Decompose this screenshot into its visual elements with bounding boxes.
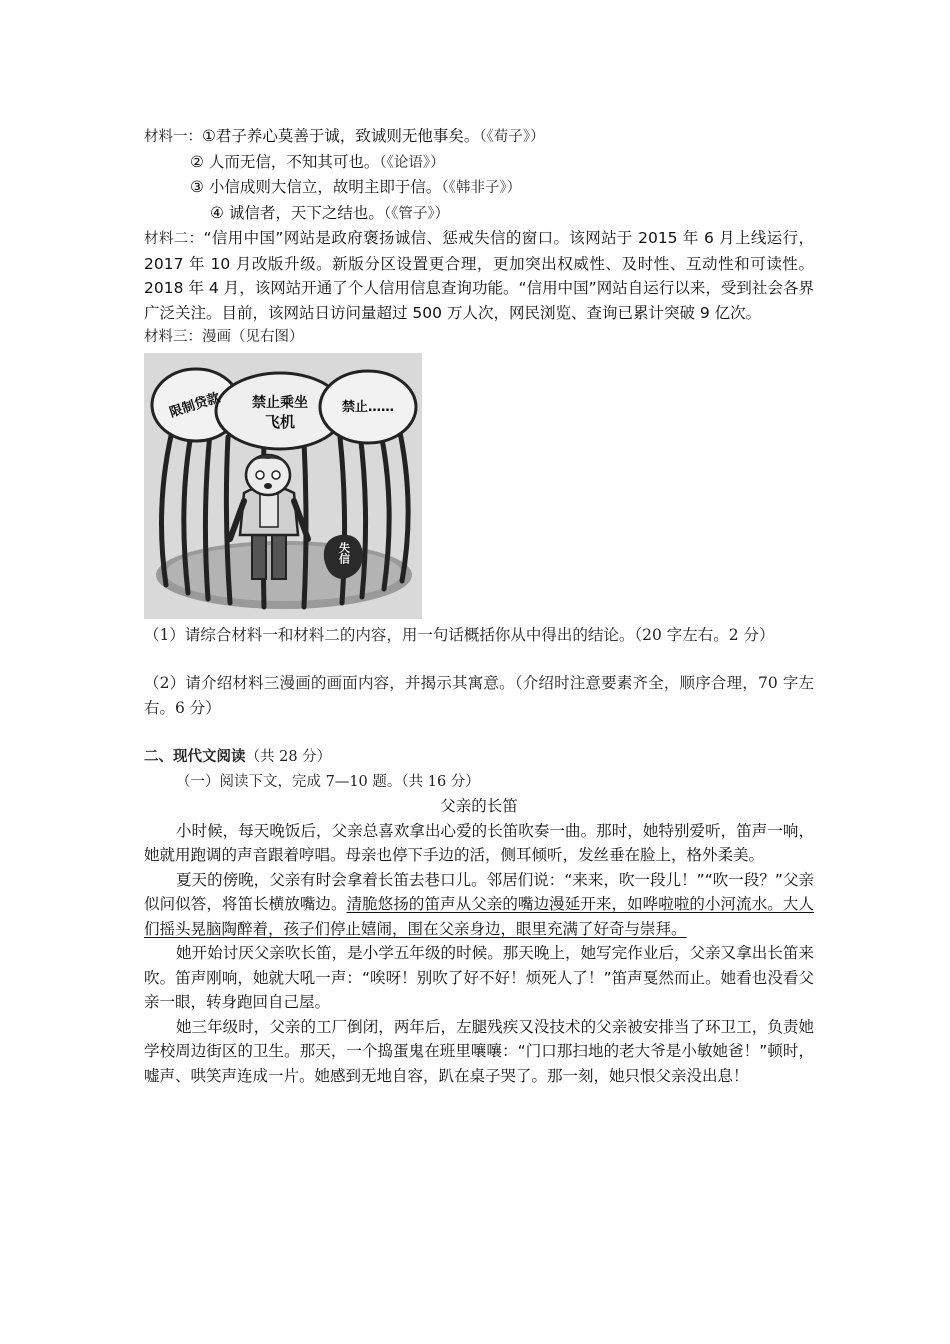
material1-quote1: ①君子养心莫善于诚，致诚则无他事矣。 (202, 127, 480, 145)
material1-quote2: ② 人而无信，不知其可也。 (190, 152, 380, 171)
answer-space-2 (144, 720, 814, 744)
section2-sub-heading: （一）阅读下文，完成 7—10 题。（共 16 分） (176, 773, 480, 790)
material2-text: “信用中国”网站是政府褒扬诚信、惩戒失信的窗口。该网站于 2015 年 6 月上线运行，2017 年 10 月改版升级。新版分区设置更合理，更加突出权威性、及时性、互动性和可读性。2018 年 4 月，该网站开通了个人信用信息查询功能。“信用中国”网站自运行以来，受到社会各界广泛关注。目前，该网站日访问量超过 500 万人次，网民浏览、查询已累计突破 9 亿次。 (144, 229, 814, 322)
material1-line2 (144, 150, 814, 176)
material1-source3: （《韩非子》） (441, 180, 522, 196)
document-page (144, 124, 814, 1088)
section2-heading-points: （共 28 分） (245, 749, 332, 765)
material2-paragraph (144, 226, 814, 325)
paragraph-2-text: 夏天的傍晚，父亲有时会拿着长笛去巷口儿。邻居们说：“来来，吹一段儿！”“吹一段？”父亲似问似答，将笛长横放嘴边。 (144, 870, 814, 913)
question-1: （1）请综合材料一和材料二的内容，用一句话概括你从中得出的结论。（20 字左右。2 分） (144, 625, 775, 644)
question-2: （2）请介绍材料三漫画的画面内容，并揭示其寓意。（介绍时注意要素齐全，顺序合理，70 字左右。6 分） (144, 674, 814, 717)
section2-heading-text: 二、现代文阅读 (144, 748, 246, 765)
material1-label: 材料一： (144, 129, 202, 145)
article-paragraph-4: 她三年级时，父亲的工厂倒闭，两年后，左腿残疾又没技术的父亲被安排当了环卫工，负责她学校周边街区的卫生。那天，一个捣蛋鬼在班里嚷嚷：“门口那扫地的老大爷是小敏她爸！”顿时，嘘声、哄笑声连成一片。她感到无地自容，趴在桌子哭了。那一刻，她只恨父亲没出息！ (144, 1017, 814, 1085)
article-title: 父亲的长笛 (440, 797, 518, 815)
cartoon-balloon-2a: 禁止乘坐 (252, 394, 308, 411)
answer-space-1 (144, 647, 814, 671)
paragraph-2-underlined: 清脆悠扬的笛声从父亲的嘴边漫延开来，如哗啦啦的小河流水。大人们摇头晃脑陶醉着，孩子们停止嬉闹，围在父亲身边，眼里充满了好奇与崇拜。 (144, 895, 814, 938)
material1-source1: （《荀子》） (479, 129, 545, 145)
material1-quote4: ④ 诚信者，天下之结也。 (210, 203, 384, 222)
cartoon-rock-label: 失信 (337, 541, 351, 564)
material1-quote3: ③ 小信成则大信立，故明主即于信。 (190, 178, 442, 196)
material3-label: 材料三：漫画（见右图） (144, 329, 304, 345)
material1-source4: （《管子》） (383, 205, 450, 222)
cartoon-balloon-2b: 飞机 (264, 412, 296, 431)
material1-line1 (144, 124, 814, 150)
material1-line4 (144, 201, 814, 227)
material1-line3 (144, 175, 814, 201)
cartoon-balloon-1: 限制贷款 (167, 390, 222, 421)
cartoon-balloon-3: 禁止…… (341, 399, 395, 415)
article-paragraph-1: 小时候，每天晚饭后，父亲总喜欢拿出心爱的长笛吹奏一曲。那时，她特别爱听，笛声一响，她就用跑调的声音跟着哼唱。母亲也停下手边的活，侧耳倾听，发丝垂在脸上，格外柔美。 (144, 821, 814, 864)
article-paragraph-2 (144, 868, 814, 942)
material1-source2: （《论语》） (379, 154, 445, 171)
article-paragraph-3: 她开始讨厌父亲吹长笛，是小学五年级的时候。那天晚上，她写完作业后，父亲又拿出长笛来吹。笛声刚响，她就大吼一声：“唉呀！别吹了好不好！烦死人了！”笛声戛然而止。她看也没看父亲一眼，转身跑回自己屋。 (144, 944, 814, 1011)
material2-label: 材料二： (144, 231, 204, 247)
section2-heading (144, 744, 814, 770)
cartoon-image (144, 353, 422, 619)
